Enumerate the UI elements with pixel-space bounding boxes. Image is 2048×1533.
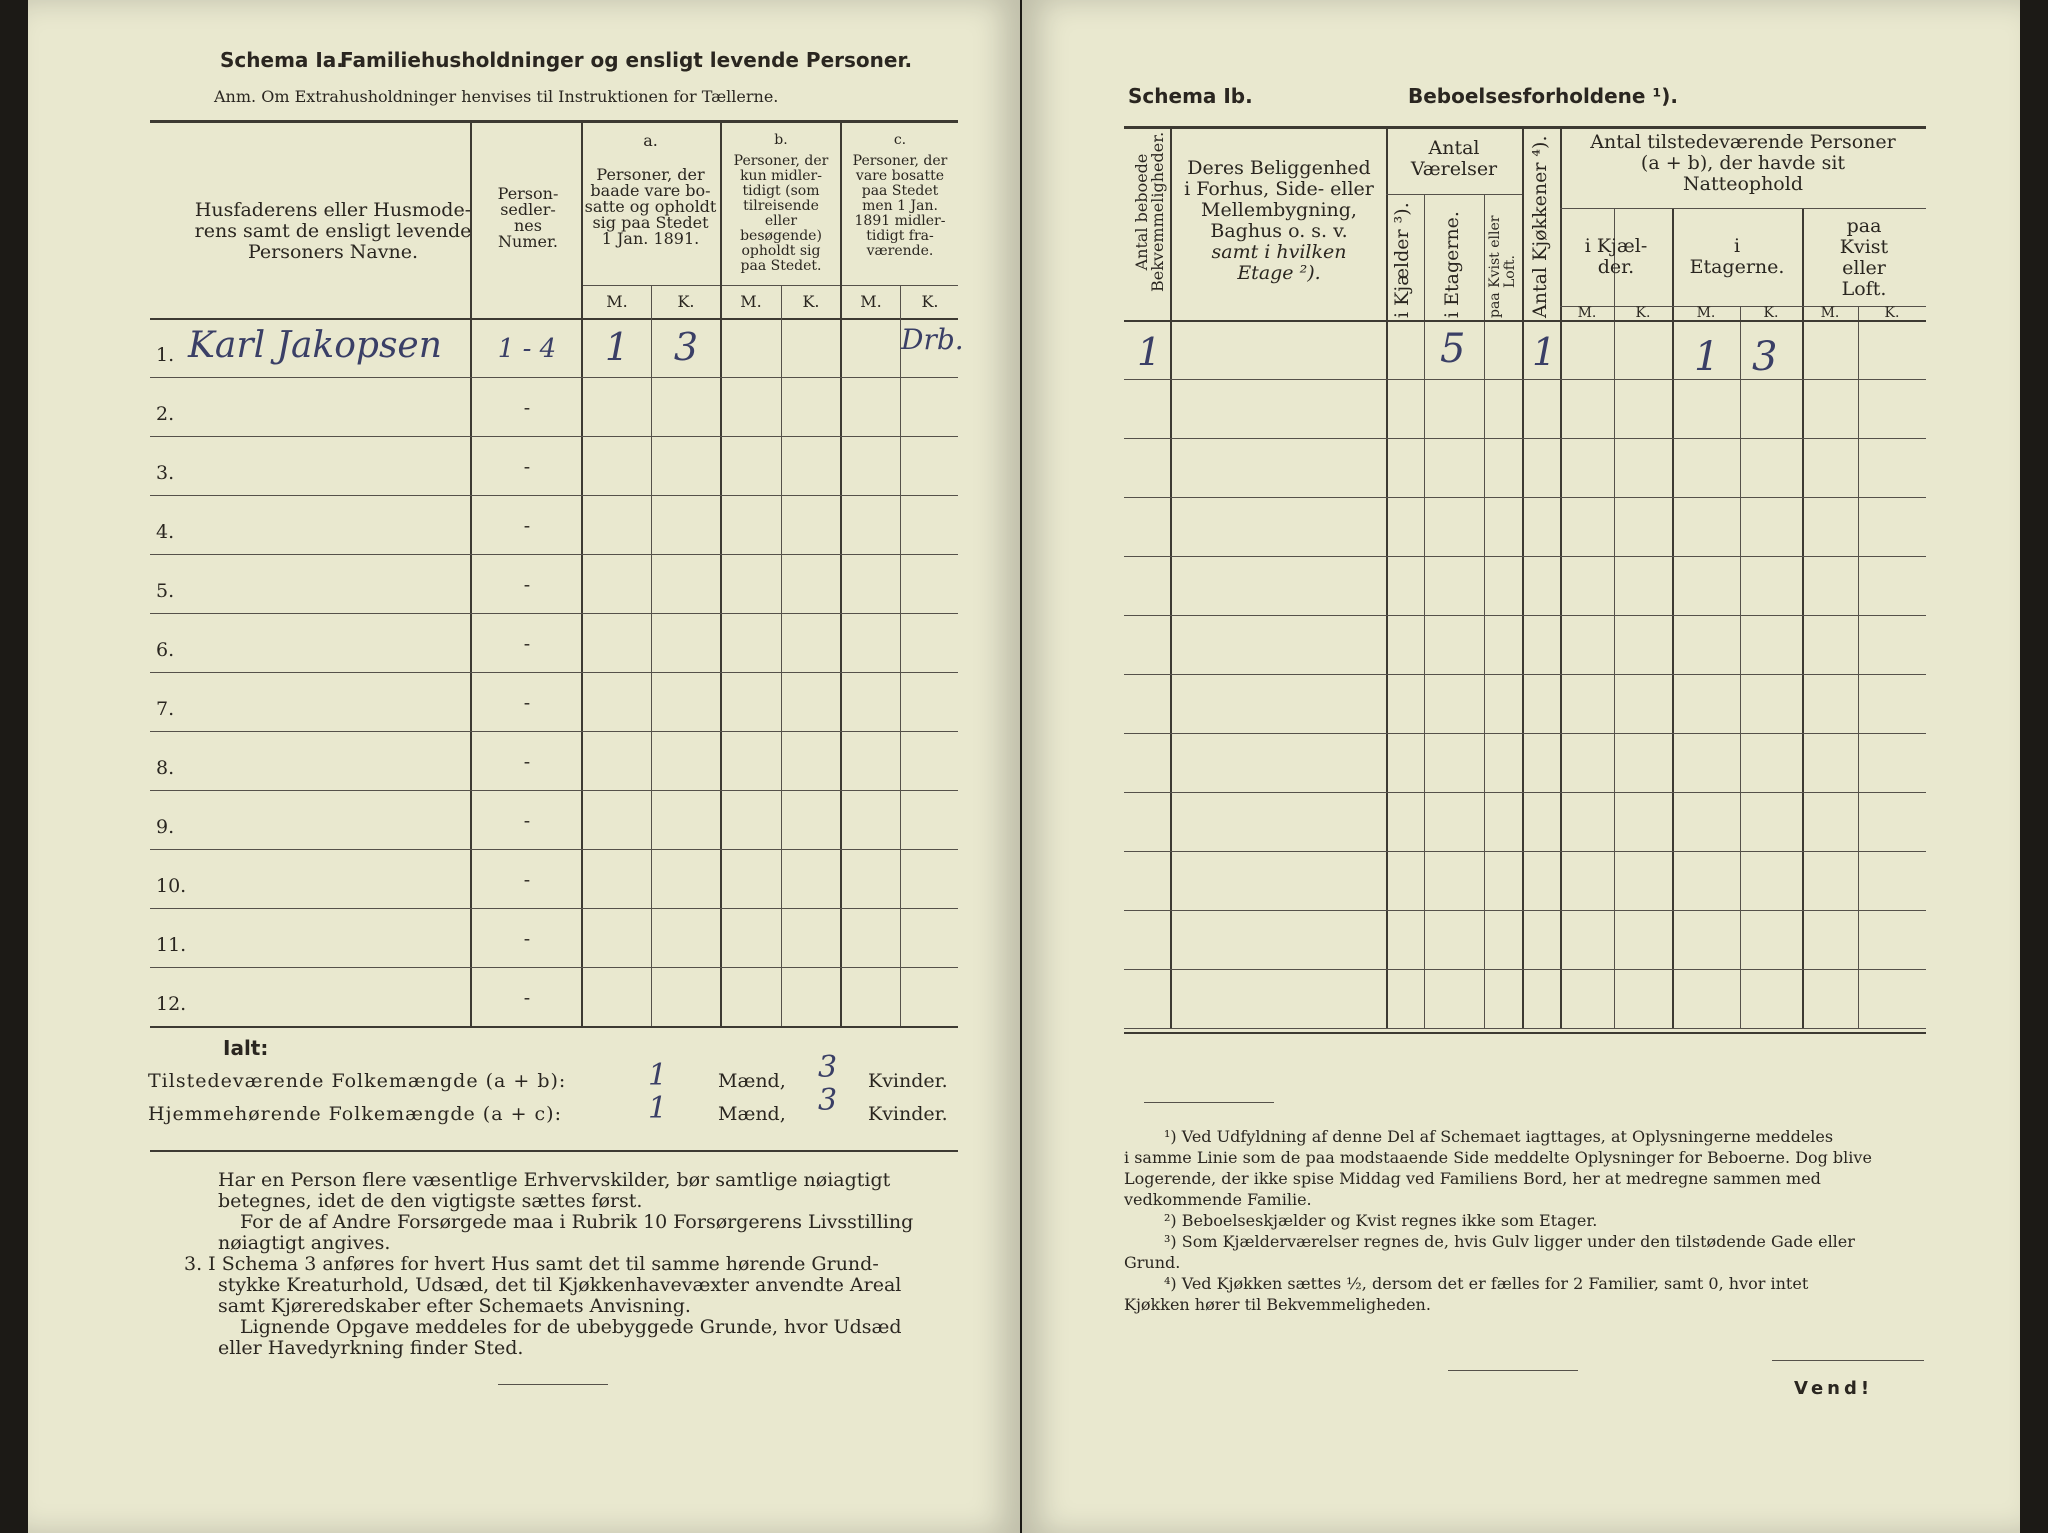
row-number: 2. xyxy=(156,403,175,425)
row-person-number: - xyxy=(523,515,531,537)
row-person-number: - xyxy=(523,574,531,596)
pl-k-header: K. xyxy=(1884,305,1900,321)
row-rule xyxy=(1124,438,1926,439)
etagerne-value: 5 xyxy=(1440,326,1466,372)
right-page xyxy=(1022,0,2020,1533)
row-person-number: - xyxy=(523,928,531,950)
row-person-number: 1 - 4 xyxy=(497,334,557,364)
vline-7 xyxy=(1614,208,1615,1028)
table-bottom-rule xyxy=(1124,1032,1926,1034)
mk-rule xyxy=(583,285,958,286)
schema-1b-title: Beboelsesforholdene ¹). xyxy=(1408,84,1678,108)
etagerne-m-value: 1 xyxy=(1694,334,1720,380)
vline-5 xyxy=(1522,128,1524,1028)
kvist-header: paa Kvist eller Loft. xyxy=(1487,215,1518,318)
hjemme-kvinder: 3 xyxy=(818,1083,838,1118)
row-rule xyxy=(150,967,958,968)
table-top-rule xyxy=(150,120,958,123)
end-rule xyxy=(498,1384,608,1385)
row-person-number: - xyxy=(523,633,531,655)
schema-1a-title: Familiehusholdninger og ensligt levende Personer. xyxy=(340,48,913,72)
vline-b xyxy=(720,122,722,1026)
row-person-number: - xyxy=(523,751,531,773)
footnote-rule xyxy=(1144,1102,1274,1103)
vline-bk xyxy=(781,285,782,1026)
header-bottom-rule xyxy=(150,318,958,320)
col-a-header: a. Personer, der baade vare bo- satte og opholdt sig paa Stedet 1 Jan. 1891. xyxy=(584,131,717,248)
row-c-k: Drb. xyxy=(901,323,964,356)
row-number: 1. xyxy=(156,344,175,366)
vaerelser-rule xyxy=(1386,194,1522,195)
row-a-k: 3 xyxy=(673,325,699,369)
row-person-number: - xyxy=(523,456,531,478)
row-rule xyxy=(1124,969,1926,970)
row-number: 9. xyxy=(156,816,175,838)
tilstede-maend-label: Mænd, xyxy=(718,1070,786,1092)
names-header: Husfaderens eller Husmode- rens samt de ensligt levende Personers Navne. xyxy=(194,199,472,263)
row-person-number: - xyxy=(523,987,531,1009)
ialt-label: Ialt: xyxy=(223,1036,269,1060)
p-kjaelder-header: i Kjæl- der. xyxy=(1584,235,1648,278)
pe-m-header: M. xyxy=(1696,305,1716,321)
pk-k-header: K. xyxy=(1635,305,1651,321)
etagerne-header: i Etagerne. xyxy=(1441,211,1463,318)
vline-8 xyxy=(1672,208,1674,1028)
row-rule xyxy=(1124,792,1926,793)
c-m-header: M. xyxy=(860,292,882,311)
row-rule xyxy=(1124,851,1926,852)
personer-rule xyxy=(1560,208,1926,209)
row-number: 6. xyxy=(156,639,175,661)
row-number: 3. xyxy=(156,462,175,484)
tilstede-maend: 1 xyxy=(648,1058,668,1093)
row-name: Karl Jakopsen xyxy=(188,325,442,366)
personer-header: Antal tilstedeværende Personer (a + b), der havde sit Natteophold xyxy=(1590,131,1896,195)
hjemme-kvinder-label: Kvinder. xyxy=(868,1103,948,1125)
row-rule xyxy=(1124,556,1926,557)
hjemme-label: Hjemmehørende Folkemængde (a + c): xyxy=(148,1103,562,1125)
beliggenhed-header: Deres Beliggenhed i Forhus, Side- eller Mellembygning, Baghus o. s. v. samt i hvilken Etage ²). xyxy=(1184,157,1374,284)
row-rule xyxy=(150,908,958,909)
row-rule xyxy=(1124,497,1926,498)
row-rule xyxy=(1124,674,1926,675)
kjaelder-header: i Kjælder ³). xyxy=(1391,202,1413,318)
row-rule xyxy=(150,495,958,496)
row-number: 8. xyxy=(156,757,175,779)
vline-ck xyxy=(900,285,901,1026)
p-kvist-header: paa Kvist eller Loft. xyxy=(1839,215,1889,300)
p-etagerne-header: i Etagerne. xyxy=(1689,235,1785,278)
vline-10 xyxy=(1802,208,1804,1028)
instructions: Har en Person flere væsentlige Erhvervskilder, bør samtlige nøiagtigt betegnes, idet de den vigtigste sættes først. For de af Andre Forsørgede maa i Rubrik 10 Forsørgerens Livsstilling nøiagtigt angives. 3. I Schema 3 anføres for hvert Hus samt det til samme hørende Grund- stykke Kreaturhold, Udsæd, det til Kjøkkenhavevæxter anvendte Areal samt Kjøreredskaber efter Schemaets Anvisning. Lignende Opgave meddeles for de ubebyggede Grunde, hvor Udsæd eller Havedyrkning finder Sted. xyxy=(184,1169,914,1359)
tilstede-label: Tilstedeværende Folkemængde (a + b): xyxy=(148,1070,567,1092)
vend-rule xyxy=(1772,1360,1924,1361)
vaerelser-header: Antal Værelser xyxy=(1410,137,1498,180)
row-rule xyxy=(1124,733,1926,734)
vline-2 xyxy=(1386,128,1388,1028)
tilstede-kvinder-label: Kvinder. xyxy=(868,1070,948,1092)
row-rule xyxy=(150,731,958,732)
schema-1b-label: Schema Ib. xyxy=(1128,84,1253,108)
row-rule xyxy=(150,377,958,378)
schema-1a-note: Anm. Om Extrahusholdninger henvises til Instruktionen for Tællerne. xyxy=(214,87,779,106)
row-rule xyxy=(1124,615,1926,616)
c-k-header: K. xyxy=(921,292,939,311)
table-top-rule xyxy=(1124,126,1926,129)
instructions-rule xyxy=(150,1150,958,1152)
table-bottom-rule xyxy=(150,1026,958,1028)
kjokkener-header: Antal Kjøkkener ⁴). xyxy=(1529,135,1551,318)
pk-m-header: M. xyxy=(1577,305,1597,321)
row-a-m: 1 xyxy=(604,325,630,369)
row-rule xyxy=(150,790,958,791)
vend-label: Vend! xyxy=(1794,1378,1874,1399)
schema-1a-label: Schema Ia. xyxy=(220,48,344,72)
row-rule xyxy=(150,849,958,850)
row-number: 5. xyxy=(156,580,175,602)
row-number: 11. xyxy=(156,934,187,956)
row-rule xyxy=(150,613,958,614)
row-rule xyxy=(1124,379,1926,380)
left-page xyxy=(28,0,1020,1533)
row-rule xyxy=(150,672,958,673)
row-person-number: - xyxy=(523,869,531,891)
number-header: Person- sedler- nes Numer. xyxy=(497,184,559,251)
b-k-header: K. xyxy=(802,292,820,311)
row-person-number: - xyxy=(523,397,531,419)
row-rule xyxy=(150,436,958,437)
tilstede-kvinder: 3 xyxy=(818,1050,838,1085)
a-k-header: K. xyxy=(677,292,695,311)
etagerne-k-value: 3 xyxy=(1752,334,1778,380)
a-m-header: M. xyxy=(606,292,628,311)
footnotes: ¹) Ved Udfyldning af denne Del af Schemaet iagttages, at Oplysningerne meddeles i samme Linie som de paa modstaaende Side meddelte Oplysninger for Beboerne. Dog blive Logerende, der ikke spise Middag ved Familiens Bord, her at medregne sammen med vedkommende Familie. ²) Beboelseskjælder og Kvist regnes ikke som Etager. ³) Som Kjælderværelser regnes de, hvis Gulv ligger under den tilstødende Gade eller Grund. ⁴) Ved Kjøkken sættes ½, dersom det er fælles for 2 Familier, samt 0, hvor intet Kjøkken hører til Bekvemmeligheden. xyxy=(1124,1127,1872,1314)
bekv-header: Antal beboede Bekvemmeligheder. xyxy=(1132,131,1167,292)
hjemme-maend-label: Mænd, xyxy=(718,1103,786,1125)
col-c-header: c. Personer, der vare bosatte paa Stedet men 1 Jan. 1891 midler- tidigt fra- værende. xyxy=(852,132,948,259)
bottom-rule xyxy=(1448,1370,1578,1371)
bekv-value: 1 xyxy=(1137,330,1162,374)
row-rule xyxy=(150,554,958,555)
row-rule xyxy=(1124,910,1926,911)
vline-c xyxy=(840,122,842,1026)
vline-11 xyxy=(1858,306,1859,1028)
pl-m-header: M. xyxy=(1820,305,1840,321)
b-m-header: M. xyxy=(740,292,762,311)
row-number: 10. xyxy=(156,875,187,897)
col-b-header: b. Personer, der kun midler- tidigt (som tilreisende eller besøgende) opholdt sig paa Stedet. xyxy=(733,132,829,274)
row-rule xyxy=(1124,1028,1926,1029)
kjokken-value: 1 xyxy=(1532,330,1557,374)
pe-k-header: K. xyxy=(1763,305,1779,321)
row-number: 4. xyxy=(156,521,175,543)
row-number: 7. xyxy=(156,698,175,720)
row-number: 12. xyxy=(156,993,187,1015)
row-person-number: - xyxy=(523,692,531,714)
vline-ak xyxy=(651,285,652,1026)
row-person-number: - xyxy=(523,810,531,832)
vline-9 xyxy=(1740,306,1741,1028)
hjemme-maend: 1 xyxy=(648,1091,668,1126)
